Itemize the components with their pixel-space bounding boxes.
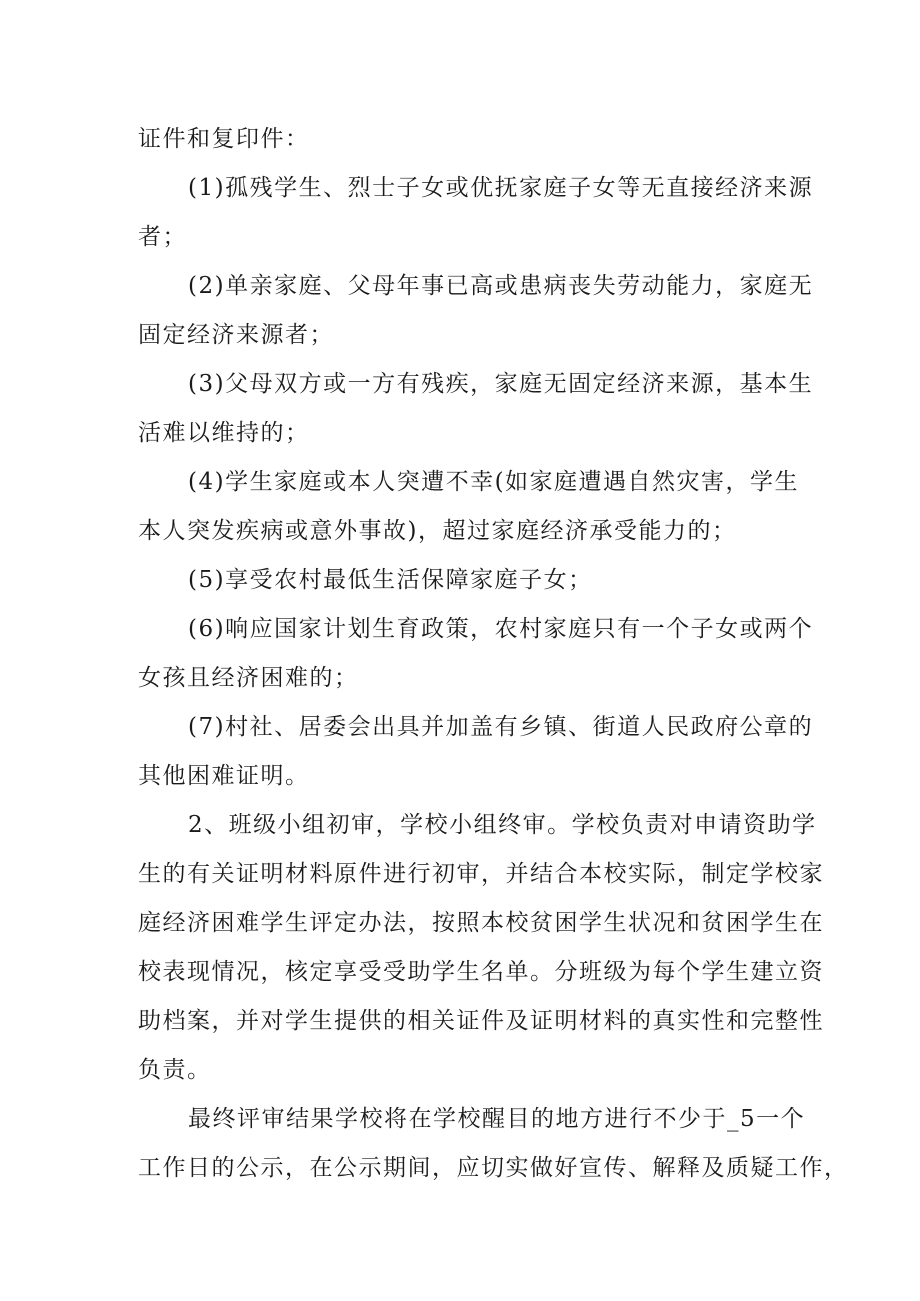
text-line: 助档案，并对学生提供的相关证件及证明材料的真实性和完整性 xyxy=(138,1008,824,1034)
text-line: (2)单亲家庭、父母年事已高或患病丧失劳动能力，家庭无 xyxy=(188,273,814,299)
text-line: (7)村社、居委会出具并加盖有乡镇、街道人民政府公章的 xyxy=(188,714,814,740)
text-line: 活难以维持的； xyxy=(138,420,310,446)
text-line: 工作日的公示，在公示期间，应切实做好宣传、解释及质疑工作， xyxy=(138,1155,849,1181)
text-line: (5)享受农村最低生活保障家庭子女； xyxy=(188,567,593,593)
text-line: 庭经济困难学生评定办法，按照本校贫困学生状况和贫困学生在 xyxy=(138,910,824,936)
text-line: (1)孤残学生、烈士子女或优抚家庭子女等无直接经济来源 xyxy=(188,175,814,201)
document-body xyxy=(138,115,849,1193)
text-line: (3)父母双方或一方有残疾，家庭无固定经济来源，基本生 xyxy=(188,371,814,397)
text-line: 固定经济来源者； xyxy=(138,322,334,348)
text-line: (6)响应国家计划生育政策，农村家庭只有一个子女或两个 xyxy=(188,616,814,642)
text-line: 本人突发疾病或意外事故)，超过家庭经济承受能力的； xyxy=(138,518,737,544)
text-line: 其他困难证明。 xyxy=(138,763,310,789)
text-line: 校表现情况，核定享受受助学生名单。分班级为每个学生建立资 xyxy=(138,959,824,985)
text-line: (4)学生家庭或本人突遭不幸(如家庭遭遇自然灾害，学生 xyxy=(188,469,800,495)
text-line: 最终评审结果学校将在学校醒目的地方进行不少于_5一个 xyxy=(188,1106,806,1132)
text-line: 负责。 xyxy=(138,1057,212,1083)
text-line: 证件和复印件： xyxy=(138,126,310,152)
text-line: 者； xyxy=(138,224,187,250)
text-line: 女孩且经济困难的； xyxy=(138,665,359,691)
text-line: 生的有关证明材料原件进行初审，并结合本校实际，制定学校家 xyxy=(138,861,824,887)
text-line: 2、班级小组初审，学校小组终审。学校负责对申请资助学 xyxy=(188,812,817,838)
